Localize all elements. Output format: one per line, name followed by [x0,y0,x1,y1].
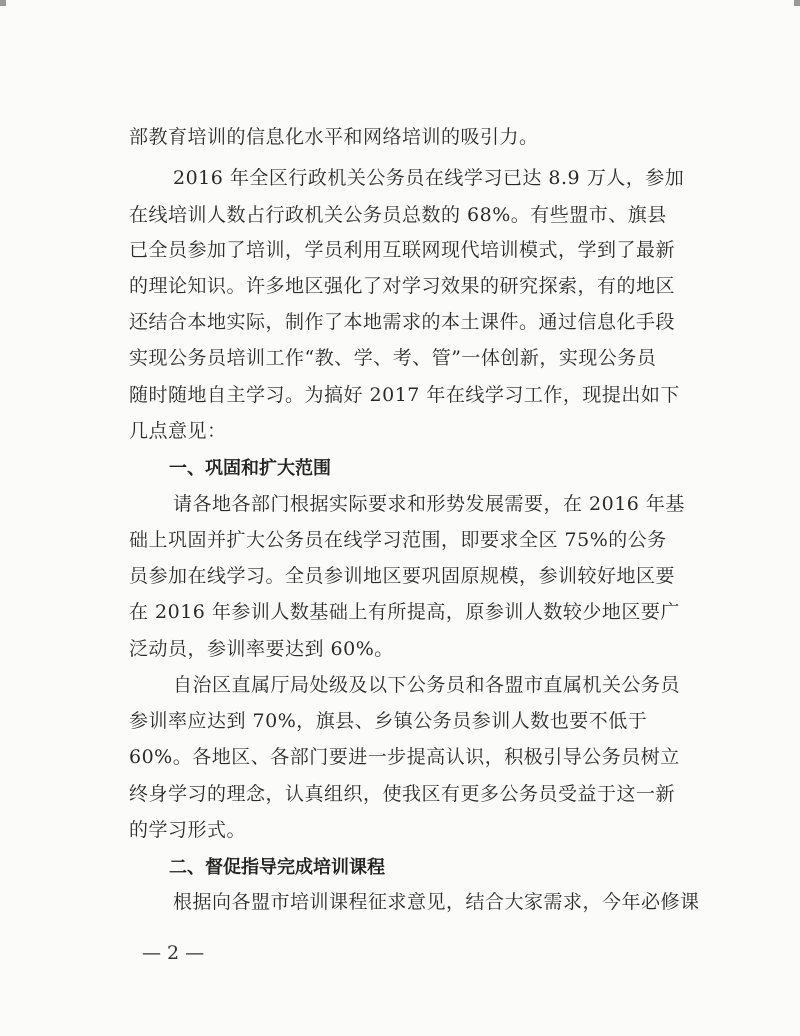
body-line: 的学习形式。 [129,819,247,841]
body-line: 还结合本地实际，制作了本地需求的本土课件。通过信息化手段 [129,311,676,333]
body-line: 在 2016 年参训人数基础上有所提高，原参训人数较少地区要广 [129,601,680,623]
scan-corner-mark [794,0,800,6]
body-line: 60%。各地区、各部门要进一步提高认识，积极引导公务员树立 [129,746,680,768]
body-line: 员参加在线学习。全员参训地区要巩固原规模，参训较好地区要 [129,565,676,587]
body-line: 自治区直属厅局处级及以下公务员和各盟市直属机关公务员 [173,674,681,696]
body-line: 的理论知识。许多地区强化了对学习效果的研究探索，有的地区 [129,275,676,297]
body-line: 请各地各部门根据实际要求和形势发展需要，在 2016 年基 [173,493,685,515]
body-line: 参训率应达到 70%，旗县、乡镇公务员参训人数也要不低于 [129,710,648,732]
body-line: 已全员参加了培训，学员利用互联网现代培训模式，学到了最新 [129,239,676,261]
body-line: 础上巩固并扩大公务员在线学习范围，即要求全区 75%的公务 [129,529,667,551]
body-line: 随时随地自主学习。为搞好 2017 年在线学习工作，现提出如下 [129,384,680,406]
page-number: — 2 — [142,942,205,964]
body-line: 根据向各盟市培训课程征求意见，结合大家需求，今年必修课 [173,891,700,913]
body-line: 部教育培训的信息化水平和网络培训的吸引力。 [129,126,539,148]
body-line: 2016 年全区行政机关公务员在线学习已达 8.9 万人，参加 [173,167,685,189]
body-line: 实现公务员培训工作“教、学、考、管”一体创新，实现公务员 [129,347,657,369]
section-heading: 二、督促指导完成培训课程 [169,857,385,878]
body-line: 泛动员，参训率要达到 60%。 [129,638,394,660]
body-line: 在线培训人数占行政机关公务员总数的 68%。有些盟市、旗县 [129,204,667,226]
body-line: 终身学习的理念，认真组织，使我区有更多公务员受益于这一新 [129,783,676,805]
body-line: 几点意见： [129,420,227,442]
scan-corner-mark [0,0,6,6]
section-heading: 一、巩固和扩大范围 [169,458,331,479]
